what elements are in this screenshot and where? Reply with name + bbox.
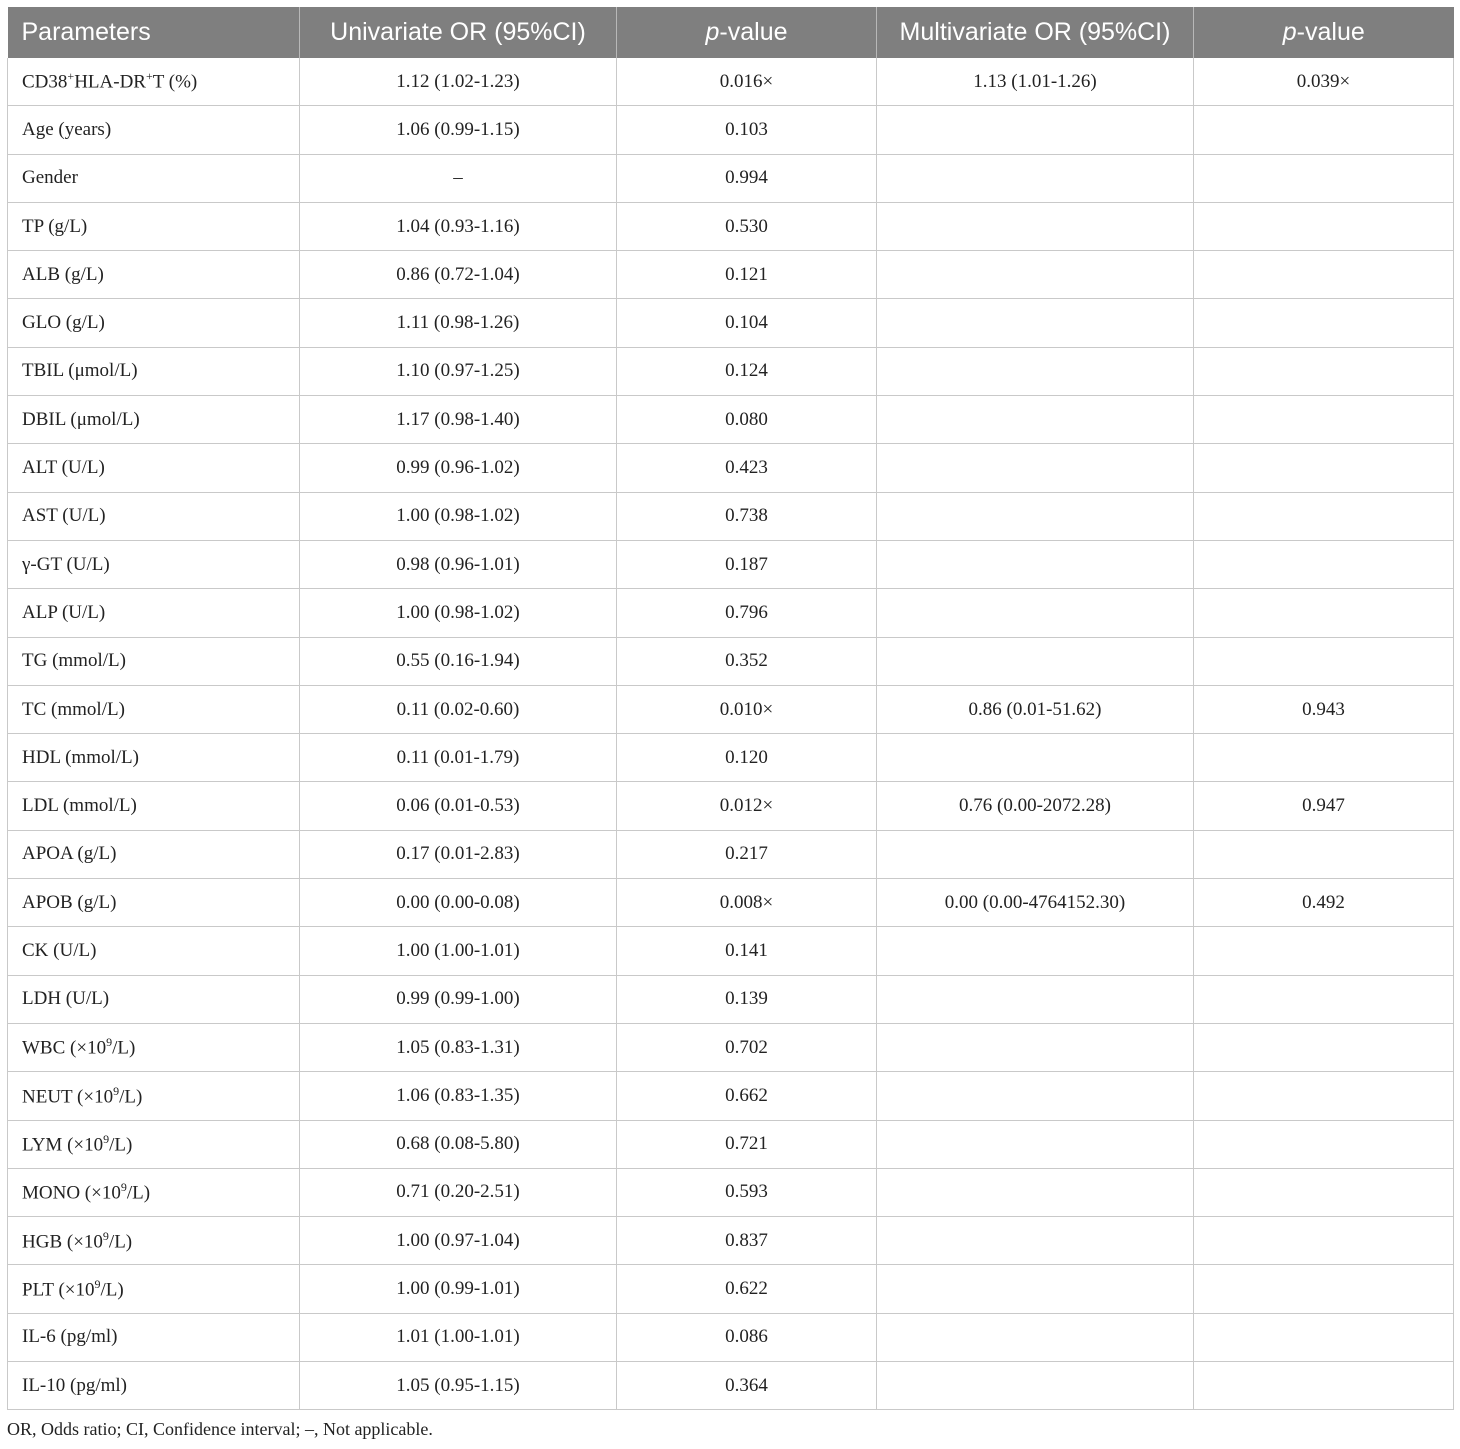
- cell-parameter: [8, 734, 300, 782]
- cell-univariate-or: 0.11 (0.02-0.60): [300, 685, 617, 733]
- cell-p-value: 0.016×: [617, 58, 877, 106]
- table-row: [8, 251, 1454, 299]
- cell-multivariate-or: 0.76 (0.00-2072.28): [877, 782, 1194, 830]
- cell-p-value: 0.104: [617, 299, 877, 347]
- table-row: [8, 782, 1454, 830]
- cell-multivariate-or: [877, 299, 1194, 347]
- header-p2-rest: -value: [1296, 18, 1365, 46]
- cell-p-value: 0.103: [617, 106, 877, 154]
- param-text: PLT (×10: [22, 1279, 95, 1301]
- cell-parameter: [8, 1120, 300, 1168]
- cell-univariate-or: 1.00 (0.97-1.04): [300, 1217, 617, 1265]
- cell-parameter: [8, 58, 300, 106]
- param-text: ALP (U/L): [22, 601, 106, 623]
- table-row: [8, 540, 1454, 588]
- cell-multivariate-or: [877, 637, 1194, 685]
- cell-p-value: 0.121: [617, 251, 877, 299]
- cell-p-value-2: 0.039×: [1194, 58, 1454, 106]
- param-text: MONO (×10: [22, 1182, 121, 1204]
- cell-univariate-or: 0.86 (0.72-1.04): [300, 251, 617, 299]
- cell-parameter: [8, 975, 300, 1023]
- cell-p-value-2: [1194, 492, 1454, 540]
- table-body: [8, 58, 1454, 1410]
- cell-p-value: 0.423: [617, 444, 877, 492]
- cell-p-value: 0.593: [617, 1168, 877, 1216]
- param-superscript-2: +: [145, 69, 153, 84]
- cell-p-value-2: [1194, 1313, 1454, 1361]
- cell-p-value: 0.217: [617, 830, 877, 878]
- cell-parameter: [8, 830, 300, 878]
- cell-univariate-or: 0.99 (0.99-1.00): [300, 975, 617, 1023]
- param-text: γ-GT (U/L): [22, 553, 110, 575]
- header-parameters: Parameters: [8, 7, 300, 58]
- cell-p-value: 0.364: [617, 1362, 877, 1410]
- cell-multivariate-or: [877, 1362, 1194, 1410]
- cell-multivariate-or: 1.13 (1.01-1.26): [877, 58, 1194, 106]
- cell-parameter: [8, 1072, 300, 1120]
- header-univariate: Univariate OR (95%CI): [300, 7, 617, 58]
- cell-multivariate-or: [877, 830, 1194, 878]
- cell-multivariate-or: [877, 1023, 1194, 1071]
- param-text-post: /L): [119, 1086, 143, 1108]
- param-superscript: 9: [113, 1083, 120, 1098]
- cell-univariate-or: 0.11 (0.01-1.79): [300, 734, 617, 782]
- cell-parameter: [8, 589, 300, 637]
- cell-p-value: 0.738: [617, 492, 877, 540]
- cell-p-value: 0.994: [617, 154, 877, 202]
- cell-univariate-or: 0.71 (0.20-2.51): [300, 1168, 617, 1216]
- cell-multivariate-or: [877, 444, 1194, 492]
- cell-multivariate-or: 0.86 (0.01-51.62): [877, 685, 1194, 733]
- cell-p-value-2: [1194, 347, 1454, 395]
- param-text: APOA (g/L): [22, 843, 117, 865]
- param-text: TC (mmol/L): [22, 698, 125, 720]
- table-row: [8, 1362, 1454, 1410]
- cell-p-value-2: [1194, 1023, 1454, 1071]
- cell-p-value: 0.120: [617, 734, 877, 782]
- table-row: [8, 1265, 1454, 1313]
- cell-univariate-or: 1.00 (0.99-1.01): [300, 1265, 617, 1313]
- cell-multivariate-or: [877, 1313, 1194, 1361]
- param-text-mid: HLA-DR: [74, 71, 146, 93]
- cell-univariate-or: 1.00 (0.98-1.02): [300, 492, 617, 540]
- cell-p-value-2: [1194, 396, 1454, 444]
- cell-p-value-2: [1194, 927, 1454, 975]
- param-text: ALB (g/L): [22, 263, 104, 285]
- cell-univariate-or: 0.17 (0.01-2.83): [300, 830, 617, 878]
- cell-parameter: [8, 347, 300, 395]
- cell-parameter: [8, 444, 300, 492]
- cell-p-value-2: [1194, 444, 1454, 492]
- cell-univariate-or: 0.99 (0.96-1.02): [300, 444, 617, 492]
- param-text-post: /L): [100, 1279, 124, 1301]
- cell-univariate-or: 1.00 (1.00-1.01): [300, 927, 617, 975]
- cell-parameter: [8, 154, 300, 202]
- table-row: [8, 347, 1454, 395]
- table-row: [8, 1120, 1454, 1168]
- cell-p-value: 0.796: [617, 589, 877, 637]
- cell-univariate-or: 1.06 (0.83-1.35): [300, 1072, 617, 1120]
- cell-p-value: 0.187: [617, 540, 877, 588]
- cell-univariate-or: 1.11 (0.98-1.26): [300, 299, 617, 347]
- param-text: GLO (g/L): [22, 312, 105, 334]
- header-multivariate: Multivariate OR (95%CI): [877, 7, 1194, 58]
- cell-p-value-2: [1194, 251, 1454, 299]
- cell-p-value-2: [1194, 299, 1454, 347]
- cell-p-value: 0.530: [617, 202, 877, 250]
- param-superscript: 9: [103, 1132, 110, 1147]
- table-row: [8, 396, 1454, 444]
- cell-multivariate-or: [877, 734, 1194, 782]
- cell-parameter: [8, 299, 300, 347]
- cell-multivariate-or: [877, 106, 1194, 154]
- cell-univariate-or: 0.00 (0.00-0.08): [300, 879, 617, 927]
- cell-univariate-or: 1.17 (0.98-1.40): [300, 396, 617, 444]
- param-text: CD38: [22, 71, 68, 93]
- cell-parameter: [8, 1362, 300, 1410]
- param-text: APOB (g/L): [22, 891, 117, 913]
- cell-p-value-2: [1194, 1265, 1454, 1313]
- cell-univariate-or: –: [300, 154, 617, 202]
- param-text: Age (years): [22, 118, 112, 140]
- cell-p-value: 0.662: [617, 1072, 877, 1120]
- cell-multivariate-or: [877, 975, 1194, 1023]
- param-text-post: T (%): [152, 71, 198, 93]
- cell-parameter: [8, 202, 300, 250]
- param-text: NEUT (×10: [22, 1086, 114, 1108]
- cell-parameter: [8, 685, 300, 733]
- cell-p-value: 0.352: [617, 637, 877, 685]
- cell-univariate-or: 1.05 (0.95-1.15): [300, 1362, 617, 1410]
- cell-p-value-2: [1194, 734, 1454, 782]
- cell-multivariate-or: [877, 347, 1194, 395]
- cell-p-value-2: 0.492: [1194, 879, 1454, 927]
- header-p-value-2: [1194, 7, 1454, 58]
- cell-p-value-2: [1194, 1168, 1454, 1216]
- param-text: HDL (mmol/L): [22, 746, 139, 768]
- param-superscript: 9: [120, 1180, 127, 1195]
- table-row: [8, 927, 1454, 975]
- cell-parameter: [8, 782, 300, 830]
- cell-p-value-2: [1194, 1072, 1454, 1120]
- param-text: TG (mmol/L): [22, 650, 126, 672]
- cell-parameter: [8, 927, 300, 975]
- cell-univariate-or: 0.55 (0.16-1.94): [300, 637, 617, 685]
- cell-parameter: [8, 106, 300, 154]
- header-p2-italic: p: [1282, 18, 1297, 46]
- header-p-rest: -value: [719, 18, 788, 46]
- param-text: TP (g/L): [22, 215, 88, 237]
- param-text: TBIL (μmol/L): [22, 360, 138, 382]
- param-superscript: 9: [106, 1035, 113, 1050]
- table-row: [8, 975, 1454, 1023]
- param-text: AST (U/L): [22, 505, 106, 527]
- cell-parameter: [8, 396, 300, 444]
- param-text: LDL (mmol/L): [22, 795, 137, 817]
- cell-p-value-2: [1194, 589, 1454, 637]
- cell-parameter: [8, 637, 300, 685]
- cell-parameter: [8, 540, 300, 588]
- cell-multivariate-or: [877, 589, 1194, 637]
- table-row: [8, 734, 1454, 782]
- table-row: [8, 106, 1454, 154]
- cell-multivariate-or: [877, 1072, 1194, 1120]
- table-row: [8, 154, 1454, 202]
- table-footnote: OR, Odds ratio; CI, Confidence interval; –, Not applicable.: [7, 1419, 433, 1439]
- cell-parameter: [8, 879, 300, 927]
- cell-multivariate-or: [877, 154, 1194, 202]
- table-row: [8, 492, 1454, 540]
- cell-p-value: 0.837: [617, 1217, 877, 1265]
- param-text: HGB (×10: [22, 1230, 103, 1252]
- cell-univariate-or: 1.00 (0.98-1.02): [300, 589, 617, 637]
- cell-p-value: 0.141: [617, 927, 877, 975]
- cell-p-value-2: [1194, 1120, 1454, 1168]
- table-row: [8, 685, 1454, 733]
- cell-parameter: [8, 251, 300, 299]
- table-row: [8, 58, 1454, 106]
- cell-univariate-or: 1.01 (1.00-1.01): [300, 1313, 617, 1361]
- header-p-value: [617, 7, 877, 58]
- cell-parameter: [8, 1023, 300, 1071]
- cell-multivariate-or: 0.00 (0.00-4764152.30): [877, 879, 1194, 927]
- param-text: LDH (U/L): [22, 988, 110, 1010]
- param-superscript: +: [67, 69, 75, 84]
- param-text: LYM (×10: [22, 1134, 104, 1156]
- cell-univariate-or: 1.05 (0.83-1.31): [300, 1023, 617, 1071]
- cell-p-value-2: [1194, 975, 1454, 1023]
- param-text: ALT (U/L): [22, 457, 105, 479]
- cell-p-value: 0.010×: [617, 685, 877, 733]
- cell-p-value-2: 0.947: [1194, 782, 1454, 830]
- cell-multivariate-or: [877, 540, 1194, 588]
- param-text-post: /L): [109, 1134, 133, 1156]
- cell-multivariate-or: [877, 202, 1194, 250]
- cell-univariate-or: 0.98 (0.96-1.01): [300, 540, 617, 588]
- cell-p-value: 0.721: [617, 1120, 877, 1168]
- cell-univariate-or: 0.06 (0.01-0.53): [300, 782, 617, 830]
- cell-univariate-or: 1.06 (0.99-1.15): [300, 106, 617, 154]
- table-header: [8, 7, 1454, 58]
- cell-p-value-2: [1194, 202, 1454, 250]
- param-superscript: 9: [102, 1228, 109, 1243]
- param-text-post: /L): [126, 1182, 151, 1204]
- cell-univariate-or: 1.10 (0.97-1.25): [300, 347, 617, 395]
- cell-univariate-or: 1.12 (1.02-1.23): [300, 58, 617, 106]
- cell-multivariate-or: [877, 396, 1194, 444]
- table-row: [8, 444, 1454, 492]
- cell-univariate-or: 0.68 (0.08-5.80): [300, 1120, 617, 1168]
- table-row: [8, 1072, 1454, 1120]
- cell-multivariate-or: [877, 251, 1194, 299]
- param-text: IL-10 (pg/ml): [22, 1374, 128, 1396]
- cell-parameter: [8, 1265, 300, 1313]
- cell-p-value: 0.622: [617, 1265, 877, 1313]
- param-text: DBIL (μmol/L): [22, 408, 140, 430]
- cell-p-value: 0.080: [617, 396, 877, 444]
- cell-p-value-2: [1194, 540, 1454, 588]
- param-superscript: 9: [94, 1276, 101, 1291]
- table-row: [8, 202, 1454, 250]
- header-row: [8, 7, 1454, 58]
- param-text: WBC (×10: [22, 1037, 107, 1059]
- cell-p-value: 0.702: [617, 1023, 877, 1071]
- cell-parameter: [8, 1313, 300, 1361]
- table-row: [8, 299, 1454, 347]
- cell-p-value-2: [1194, 106, 1454, 154]
- table-row: [8, 637, 1454, 685]
- cell-multivariate-or: [877, 492, 1194, 540]
- cell-multivariate-or: [877, 1217, 1194, 1265]
- cell-multivariate-or: [877, 927, 1194, 975]
- cell-multivariate-or: [877, 1120, 1194, 1168]
- odds-ratio-table: [7, 7, 1454, 1410]
- cell-multivariate-or: [877, 1265, 1194, 1313]
- param-text: CK (U/L): [22, 939, 97, 961]
- table-row: [8, 1168, 1454, 1216]
- table-row: [8, 1023, 1454, 1071]
- param-text: IL-6 (pg/ml): [22, 1326, 118, 1348]
- cell-p-value: 0.086: [617, 1313, 877, 1361]
- cell-parameter: [8, 492, 300, 540]
- cell-multivariate-or: [877, 1168, 1194, 1216]
- table-row: [8, 879, 1454, 927]
- cell-p-value-2: 0.943: [1194, 685, 1454, 733]
- param-text: Gender: [22, 167, 78, 189]
- cell-p-value: 0.012×: [617, 782, 877, 830]
- results-table-container: [7, 7, 1453, 1410]
- cell-p-value-2: [1194, 830, 1454, 878]
- cell-p-value: 0.139: [617, 975, 877, 1023]
- cell-p-value: 0.008×: [617, 879, 877, 927]
- table-row: [8, 1217, 1454, 1265]
- cell-p-value: 0.124: [617, 347, 877, 395]
- cell-p-value-2: [1194, 154, 1454, 202]
- header-p-italic: p: [705, 18, 720, 46]
- cell-univariate-or: 1.04 (0.93-1.16): [300, 202, 617, 250]
- table-row: [8, 1313, 1454, 1361]
- cell-p-value-2: [1194, 637, 1454, 685]
- table-row: [8, 589, 1454, 637]
- table-row: [8, 830, 1454, 878]
- param-text-post: /L): [108, 1230, 133, 1252]
- cell-p-value-2: [1194, 1217, 1454, 1265]
- cell-p-value-2: [1194, 1362, 1454, 1410]
- cell-parameter: [8, 1217, 300, 1265]
- param-text-post: /L): [112, 1037, 136, 1059]
- cell-parameter: [8, 1168, 300, 1216]
